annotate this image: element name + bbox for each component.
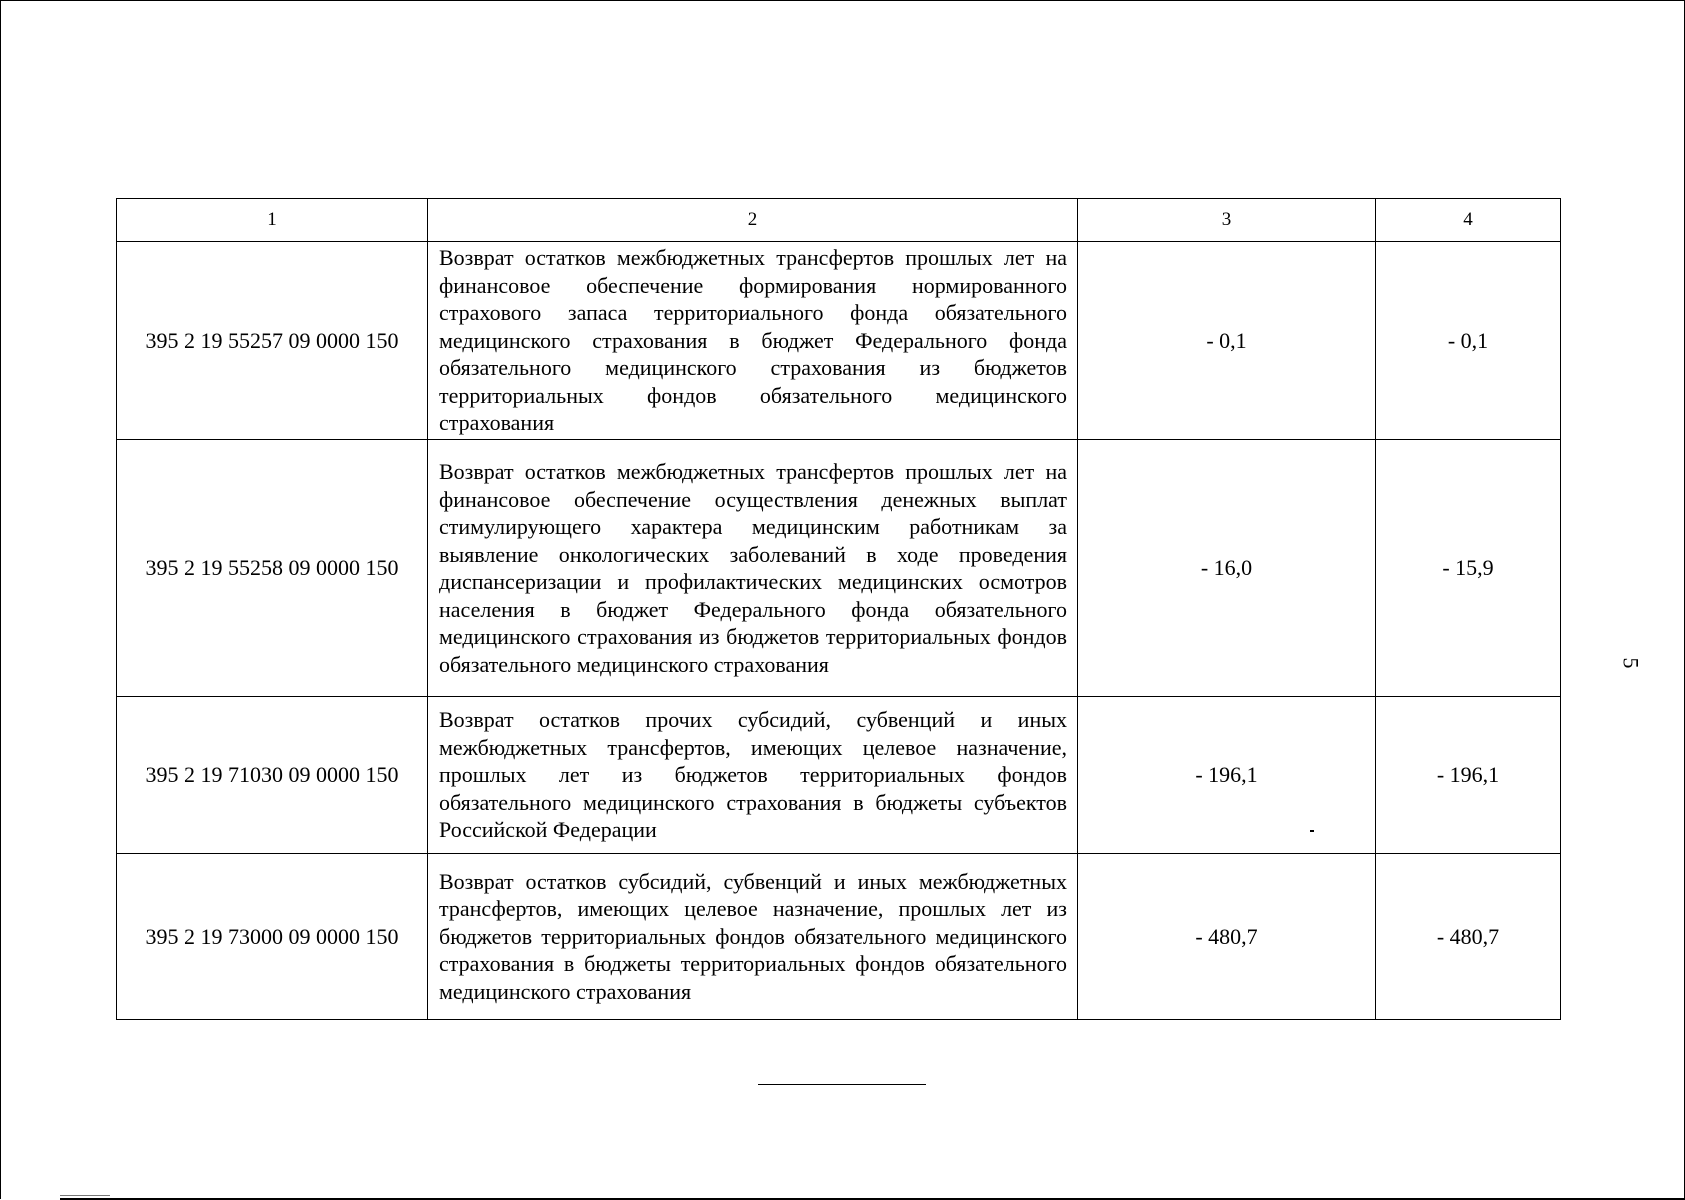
header-cell-1: 1: [117, 199, 428, 242]
table-row: [117, 697, 1561, 854]
header-cell-3: 3: [1078, 199, 1376, 242]
scan-edge-line: [60, 1195, 110, 1196]
table-row: [117, 440, 1561, 697]
description-text: Возврат остатков прочих субсидий, субвенций и иных межбюджетных трансфертов, имеющих целевое назначение, прошлых лет из бюджетов территориальных фондов обязательного медицинского страхования в бюджеты субъектов Российской Федерации: [439, 707, 1067, 843]
description-cell: [428, 440, 1078, 697]
description-cell: [428, 242, 1078, 440]
budget-code-cell: 395 2 19 55258 09 0000 150: [117, 440, 428, 697]
table-row: [117, 242, 1561, 440]
value-col4-cell: - 15,9: [1376, 440, 1561, 697]
value-col3-cell: - 196,1: [1078, 697, 1376, 854]
description-text: Возврат остатков субсидий, субвенций и иных межбюджетных трансфертов, имеющих целевое назначение, прошлых лет из бюджетов территориальных фондов обязательного медицинского страхования в бюджеты территориальных фондов обязательного медицинского страхования: [439, 868, 1067, 1004]
header-cell-2: 2: [428, 199, 1078, 242]
budget-code-cell: 395 2 19 71030 09 0000 150: [117, 697, 428, 854]
budget-code-cell: 395 2 19 55257 09 0000 150: [117, 242, 428, 440]
description-cell: [428, 854, 1078, 1020]
budget-table: [116, 198, 1561, 1020]
description-cell: [428, 697, 1078, 854]
table-header-row: [117, 199, 1561, 242]
page-number: 5: [1618, 657, 1644, 669]
description-text: Возврат остатков межбюджетных трансфертов прошлых лет на финансовое обеспечение формирования нормированного страхового запаса территориального фонда обязательного медицинского страхования в бюджет Федерального фонда обязательного медицинского страхования из бюджетов территориальных фондов обязательного медицинского страхования: [439, 245, 1067, 436]
budget-code-cell: 395 2 19 73000 09 0000 150: [117, 854, 428, 1020]
table-row: [117, 854, 1561, 1020]
description-text: Возврат остатков межбюджетных трансфертов прошлых лет на финансовое обеспечение осуществления денежных выплат стимулирующего характера медицинским работникам за выявление онкологических заболеваний в ходе проведения диспансеризации и профилактических медицинских осмотров населения в бюджет Федерального фонда обязательного медицинского страхования из бюджетов территориальных фондов обязательного медицинского страхования: [439, 459, 1067, 677]
scan-artifact: [1310, 830, 1314, 832]
end-separator-line: [758, 1084, 926, 1085]
value-col3-cell: - 0,1: [1078, 242, 1376, 440]
value-col4-cell: - 480,7: [1376, 854, 1561, 1020]
header-cell-4: 4: [1376, 199, 1561, 242]
value-col3-cell: - 16,0: [1078, 440, 1376, 697]
value-col3-cell: - 480,7: [1078, 854, 1376, 1020]
value-col4-cell: - 0,1: [1376, 242, 1561, 440]
value-col4-cell: - 196,1: [1376, 697, 1561, 854]
